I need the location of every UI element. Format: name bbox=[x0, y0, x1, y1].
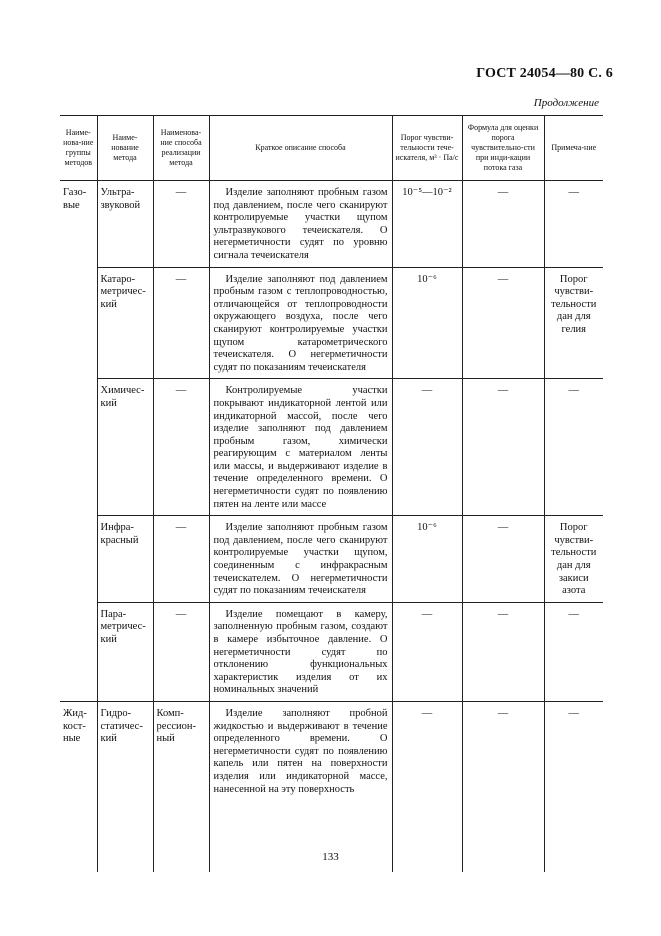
technique-cell: — bbox=[153, 379, 209, 516]
note-cell: — bbox=[544, 181, 603, 268]
group-cell bbox=[60, 267, 97, 379]
page-number: 133 bbox=[322, 851, 339, 863]
threshold-cell: 10⁻⁶ bbox=[392, 267, 462, 379]
table-row bbox=[60, 701, 603, 872]
col-note: Примеча-ние bbox=[544, 116, 603, 181]
technique-cell: — bbox=[153, 181, 209, 268]
formula-cell: — bbox=[462, 701, 544, 872]
description-cell bbox=[209, 267, 392, 379]
table-row bbox=[60, 602, 603, 701]
col-formula: Формула для оценки порога чувствительно-сти при инди-кации потока газа bbox=[462, 116, 544, 181]
description-text: Изделие заполняют пробной жидкостью и выдерживают в течение определенного времени. О негерметичности судят по появлению капель или пятен на поверхности изделия или индикаторной массе, нанесенной на эту поверхность bbox=[213, 707, 388, 795]
formula-cell: — bbox=[462, 181, 544, 268]
description-cell bbox=[209, 516, 392, 603]
col-technique: Наименова-ние способа реализации метода bbox=[153, 116, 209, 181]
technique-cell: — bbox=[153, 267, 209, 379]
description-cell bbox=[209, 602, 392, 701]
note-cell: Порог чувстви-тельности дан для закиси азота bbox=[544, 516, 603, 603]
description-text: Изделие заполняют пробным газом под давлением, после чего сканируют контролируемые участки щупом, соединенным с инфракрасным течеискателем. О негерметичности судят по показаниям течеискателя bbox=[213, 522, 388, 597]
threshold-cell: 10⁻⁶ bbox=[392, 516, 462, 603]
group-cell: Газо-вые bbox=[63, 187, 87, 211]
group-cell bbox=[60, 379, 97, 516]
method-cell: Ультра-звуковой bbox=[97, 181, 153, 268]
document-title: ГОСТ 24054—80 С. 6 bbox=[476, 66, 613, 81]
col-description: Краткое описание способа bbox=[209, 116, 392, 181]
description-text: Изделие помещают в камеру, заполненную пробным газом, создают в камере избыточное давление. О негерметичности судят по отклонению функциональных характеристик изделия от их номинальных значений bbox=[213, 608, 388, 696]
technique-cell: — bbox=[153, 602, 209, 701]
method-cell: Инфра-красный bbox=[97, 516, 153, 603]
col-method: Наиме-нование метода bbox=[97, 116, 153, 181]
description-cell bbox=[209, 181, 392, 268]
technique-cell: Комп-рессион-ный bbox=[153, 701, 209, 872]
table-row bbox=[60, 516, 603, 603]
group-cell bbox=[60, 516, 97, 603]
description-text: Изделие заполняют пробным газом под давлением, после чего сканируют контролируемые участки щупом ультразвукового течеискателя. О негерметичности судят по уровню сигнала течеискателя bbox=[213, 187, 388, 261]
col-group: Наиме-нова-ние группы методов bbox=[60, 116, 97, 181]
methods-table bbox=[60, 115, 603, 872]
group-cell bbox=[60, 602, 97, 701]
note-cell: — bbox=[544, 701, 603, 872]
formula-cell: — bbox=[462, 267, 544, 379]
description-cell bbox=[209, 379, 392, 516]
threshold-cell: 10⁻⁵—10⁻² bbox=[392, 181, 462, 268]
threshold-cell: — bbox=[392, 602, 462, 701]
description-cell bbox=[209, 701, 392, 872]
technique-cell: — bbox=[153, 516, 209, 603]
table-row bbox=[60, 379, 603, 516]
threshold-cell: — bbox=[392, 379, 462, 516]
formula-cell: — bbox=[462, 516, 544, 603]
description-text: Контролируемые участки покрывают индикаторной лентой или индикаторной массой, после чего изделие заполняют под давлением пробным газом, химически реагирующим с материалом ленты или массы, и выдерживают изделие в течение определенного времени. О негерметичности судят по появлению пятен на ленте или массе bbox=[213, 385, 388, 510]
group-cell: Жид-кост-ные bbox=[63, 707, 87, 745]
method-cell: Химичес-кий bbox=[97, 379, 153, 516]
continuation-label: Продолжение bbox=[533, 97, 599, 109]
method-cell: Катаро-метричес-кий bbox=[97, 267, 153, 379]
col-threshold: Порог чувстви-тельности тече-искателя, м³ · Па/с bbox=[392, 116, 462, 181]
note-cell: — bbox=[544, 602, 603, 701]
table-row bbox=[60, 267, 603, 379]
method-cell: Пара-метричес-кий bbox=[97, 602, 153, 701]
note-cell: — bbox=[544, 379, 603, 516]
description-text: Изделие заполняют под давлением пробным газом с теплопроводностью, отличающейся от теплопроводности окружающего воздуха, после чего сканируют контролируемые участки щупом катарометрического течеискателя. О негерметичности судят по показаниям течеискателя bbox=[213, 273, 388, 373]
table-header-row bbox=[60, 116, 603, 181]
table-row bbox=[60, 181, 603, 268]
formula-cell: — bbox=[462, 602, 544, 701]
method-cell: Гидро-статичес-кий bbox=[97, 701, 153, 872]
threshold-cell: — bbox=[392, 701, 462, 872]
page-header bbox=[0, 0, 661, 120]
formula-cell: — bbox=[462, 379, 544, 516]
note-cell: Порог чувстви-тельности дан для гелия bbox=[544, 267, 603, 379]
